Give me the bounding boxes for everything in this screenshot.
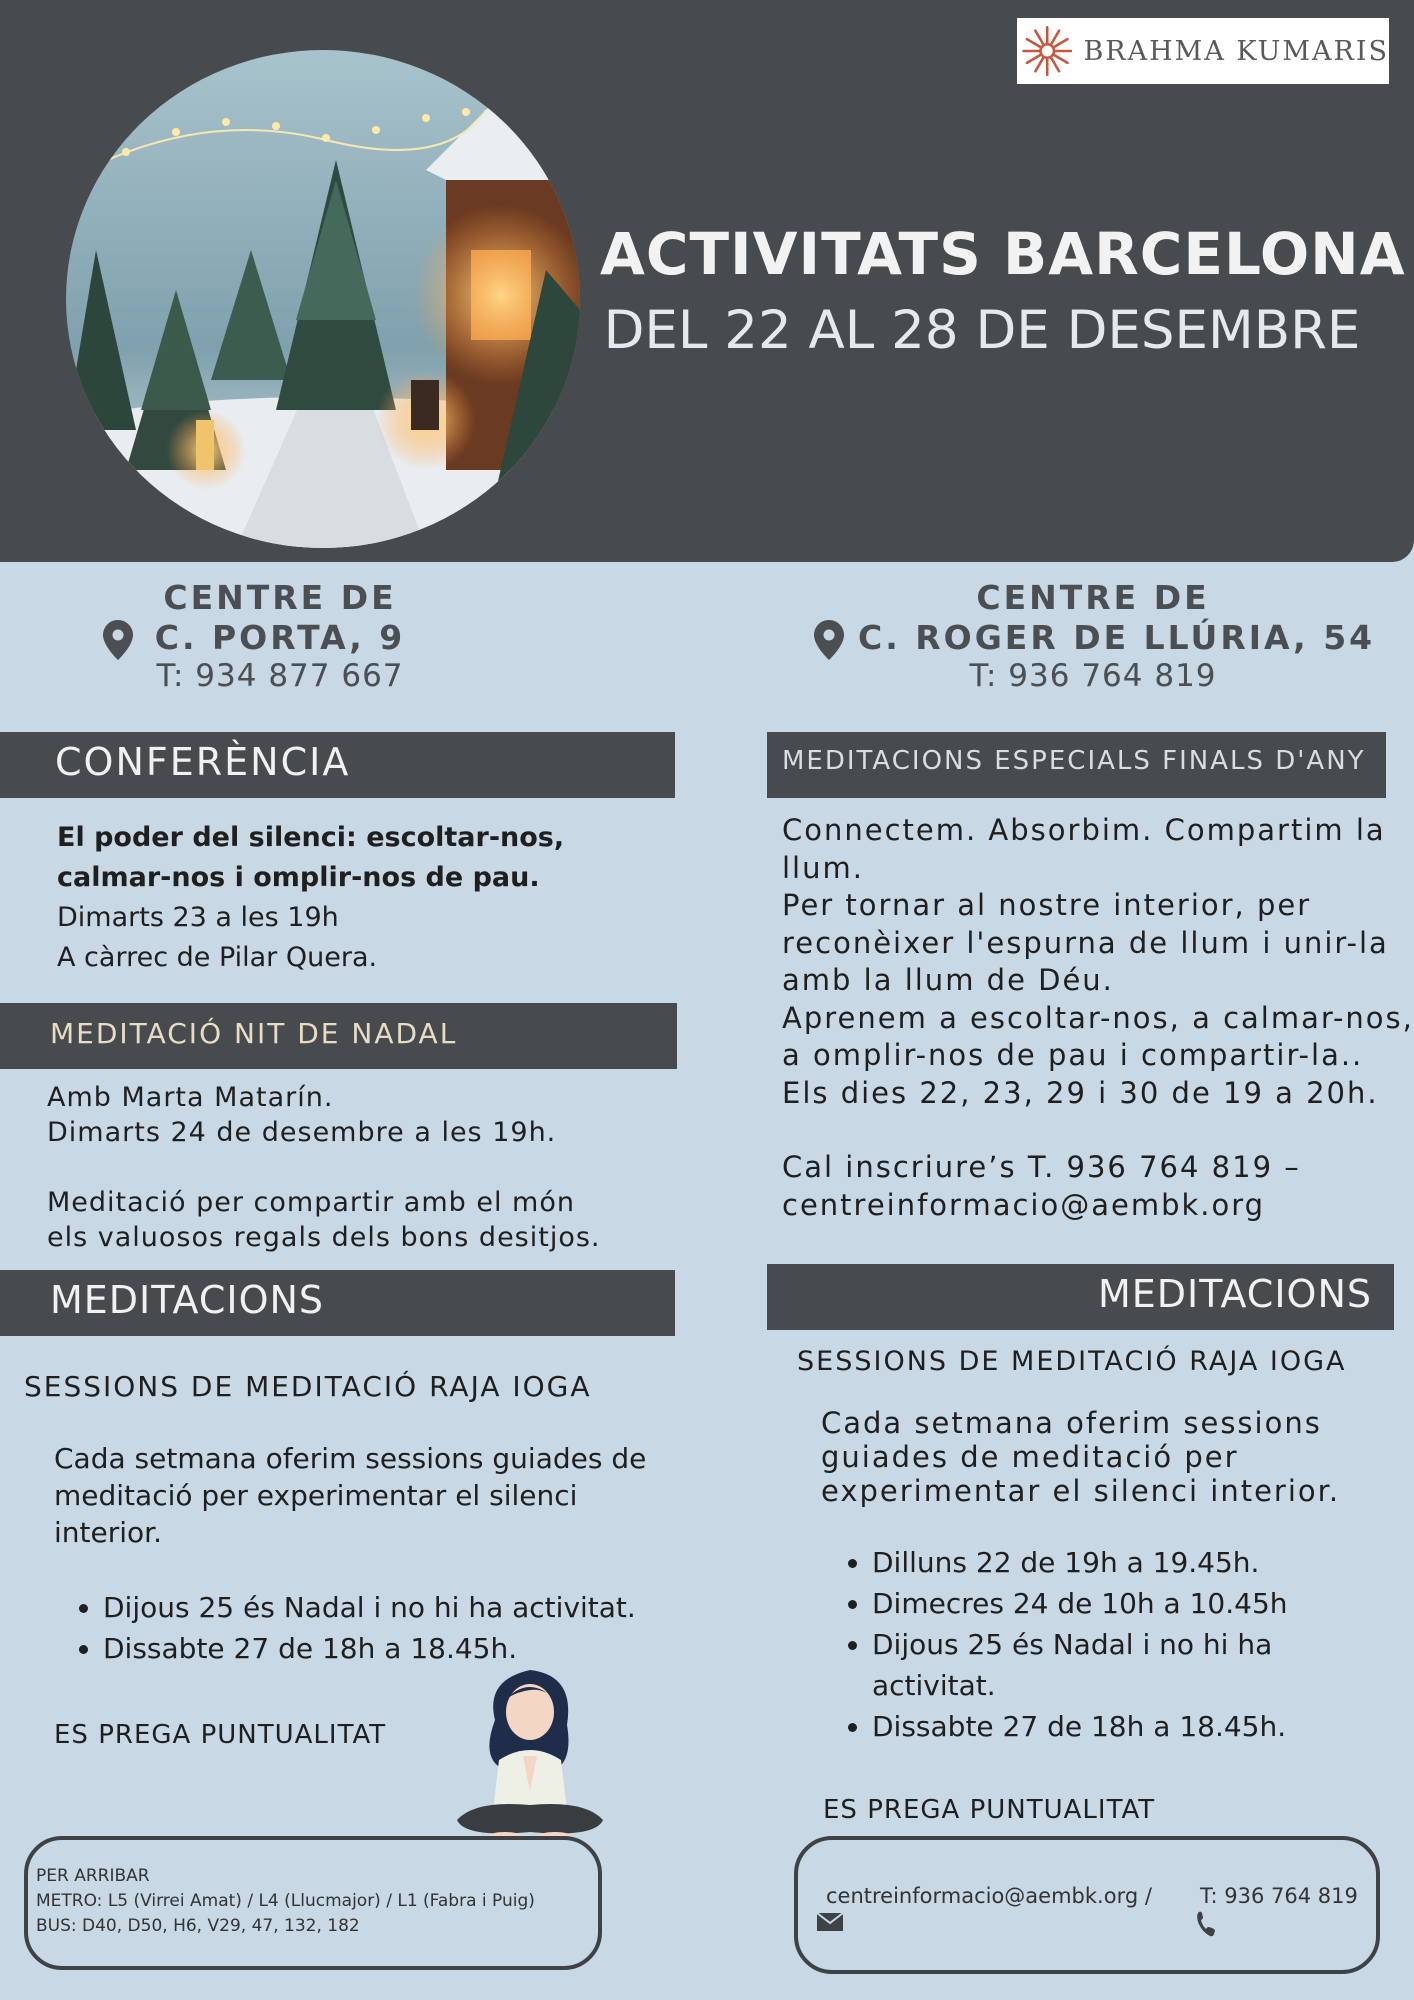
right-punctuality-note: ES PREGA PUNTUALITAT	[823, 1795, 1156, 1825]
conference-header: CONFERÈNCIA	[0, 732, 675, 798]
conference-date: Dimarts 23 a les 19h	[57, 902, 339, 933]
list-item: • Dijous 25 és Nadal i no hi ha activitat.	[103, 1587, 723, 1628]
arrival-metro: METRO: L5 (Virrei Amat) / L4 (Llucmajor) / L1 (Fabra i Puig)	[36, 1891, 535, 1911]
contact-phone[interactable]: T: 936 764 819	[1200, 1884, 1358, 1908]
right-sessions-subheader: SESSIONS DE MEDITACIÓ RAJA IOGA	[797, 1346, 1347, 1377]
christmas-meditation-header: MEDITACIÓ NIT DE NADAL	[0, 1003, 677, 1069]
right-centre-address	[858, 578, 1376, 694]
list-item-text: Dijous 25 és Nadal i no hi ha	[872, 1628, 1273, 1661]
special-meditations-header: MEDITACIONS ESPECIALS FINALS D'ANY	[767, 732, 1386, 798]
special-meditations-details	[782, 812, 1414, 1224]
christmas-line3: Meditació per compartir amb el món	[47, 1187, 575, 1218]
christmas-line1: Amb Marta Matarín.	[47, 1082, 334, 1113]
left-sessions-intro	[54, 1440, 674, 1551]
location-pin-icon	[103, 620, 133, 660]
special-signup-phone: Cal inscriure’s T. 936 764 819 –	[782, 1150, 1301, 1184]
arrival-info-box	[24, 1836, 602, 1970]
right-sessions-intro	[821, 1406, 1381, 1508]
arrival-info	[36, 1864, 535, 1939]
list-item: • Dissabte 27 de 18h a 18.45h.	[872, 1706, 1414, 1747]
location-pin-icon	[814, 620, 844, 660]
right-centre-street: C. ROGER DE LLÚRIA, 54	[858, 618, 1376, 657]
right-sessions-list	[822, 1542, 1414, 1747]
left-sessions-list	[53, 1587, 723, 1669]
special-line: Els dies 22, 23, 29 i 30 de 19 a 20h.	[782, 1075, 1379, 1110]
page-title: ACTIVITATS BARCELONA	[600, 220, 1406, 288]
right-intro-line2: guiades de meditació per	[821, 1440, 1239, 1474]
meditating-woman-illustration	[455, 1660, 605, 1840]
special-line: reconèixer l'espurna de llum i unir-la	[782, 925, 1389, 960]
sunburst-logo-icon	[1021, 20, 1073, 82]
special-line: Per tornar al nostre interior, per	[782, 888, 1312, 922]
arrival-title: PER ARRIBAR	[36, 1866, 150, 1886]
special-line: amb la llum de Déu.	[782, 963, 1114, 997]
envelope-icon	[816, 1912, 844, 1932]
christmas-line2: Dimarts 24 de desembre a les 19h.	[47, 1117, 557, 1148]
left-centre-label: CENTRE DE	[163, 578, 397, 617]
special-signup-email[interactable]: centreinformacio@aembk.org	[782, 1187, 1266, 1222]
special-line: Aprenem a escoltar-nos, a calmar-nos,	[782, 1000, 1414, 1035]
page-subtitle: DEL 22 AL 28 DE DESEMBRE	[603, 300, 1361, 361]
right-intro-line3: experimentar el silenci interior.	[821, 1474, 1341, 1508]
right-intro-line1: Cada setmana oferim sessions	[821, 1406, 1322, 1440]
left-centre-address	[150, 578, 410, 694]
special-line: Connectem. Absorbim. Compartim la	[782, 813, 1386, 847]
special-line: llum.	[782, 850, 864, 885]
left-intro-line1: Cada setmana oferim sessions guiades de	[54, 1442, 647, 1475]
list-item: • Dilluns 22 de 19h a 19.45h.	[872, 1542, 1414, 1583]
conference-title-line2: calmar-nos i omplir-nos de pau.	[57, 862, 540, 893]
left-sessions-subheader: SESSIONS DE MEDITACIÓ RAJA IOGA	[24, 1370, 592, 1403]
conference-title-line1: El poder del silenci: escoltar-nos,	[57, 822, 565, 853]
winter-village-photo	[66, 50, 580, 548]
brahma-kumaris-logo[interactable]	[1017, 18, 1389, 84]
left-meditations-header: MEDITACIONS	[0, 1270, 675, 1336]
list-item	[872, 1624, 1414, 1706]
right-centre-phone[interactable]: T: 936 764 819	[969, 658, 1217, 694]
left-centre-street: C. PORTA, 9	[154, 618, 406, 657]
list-item: • Dissabte 27 de 18h a 18.45h.	[103, 1628, 723, 1669]
special-line: a omplir-nos de pau i compartir-la..	[782, 1038, 1364, 1072]
arrival-bus: BUS: D40, D50, H6, V29, 47, 132, 182	[36, 1916, 360, 1936]
list-item: • Dimecres 24 de 10h a 10.45h	[872, 1583, 1414, 1624]
conference-speaker: A càrrec de Pilar Quera.	[57, 942, 378, 973]
contact-box	[794, 1836, 1380, 1974]
logo-text: BRAHMA KUMARIS	[1083, 35, 1389, 67]
list-item-text-cont: activitat.	[872, 1669, 996, 1702]
contact-email[interactable]: centreinformacio@aembk.org /	[826, 1884, 1152, 1908]
christmas-meditation-details	[47, 1080, 667, 1255]
conference-details	[57, 818, 657, 978]
left-centre-phone[interactable]: T: 934 877 667	[156, 658, 404, 694]
phone-icon	[1196, 1910, 1216, 1938]
christmas-line4: els valuosos regals dels bons desitjos.	[47, 1222, 601, 1253]
left-punctuality-note: ES PREGA PUNTUALITAT	[54, 1720, 387, 1750]
right-centre-label: CENTRE DE	[976, 578, 1210, 617]
left-intro-line2: meditació per experimentar el silenci	[54, 1479, 578, 1512]
left-intro-line3: interior.	[54, 1516, 162, 1549]
right-meditations-header: MEDITACIONS	[767, 1264, 1394, 1330]
